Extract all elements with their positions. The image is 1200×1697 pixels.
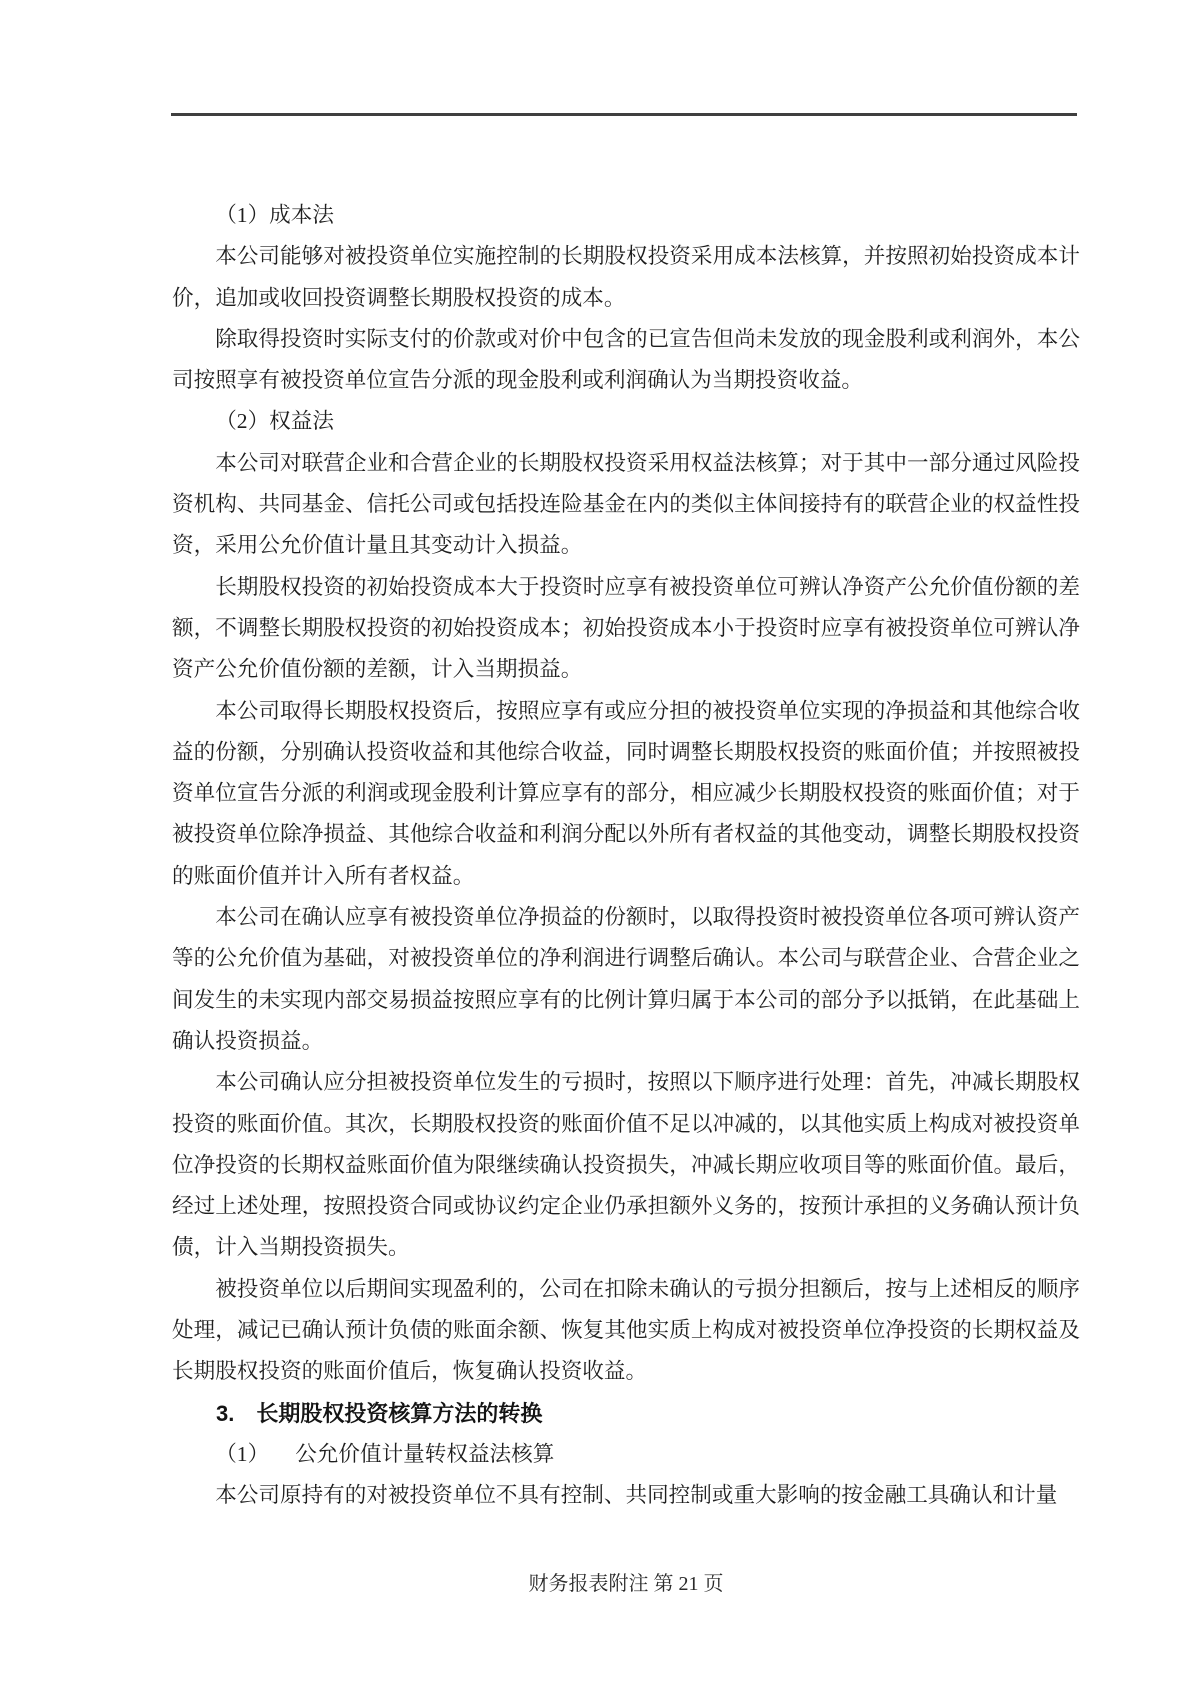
subheading-fv-to-equity	[172, 1434, 1080, 1475]
subheading-title: 公允价值计量转权益法核算	[295, 1441, 555, 1466]
document-body	[172, 195, 1080, 1517]
paragraph-cost-method-1: 本公司能够对被投资单位实施控制的长期股权投资采用成本法核算，并按照初始投资成本计价，追加或收回投资调整长期股权投资的成本。	[172, 244, 1080, 310]
paragraph-equity-method-4: 本公司在确认应享有被投资单位净损益的份额时，以取得投资时被投资单位各项可辨认资产等的公允价值为基础，对被投资单位的净利润进行调整后确认。本公司与联营企业、合营企业之间发生的未实现内部交易损益按照应享有的比例计算归属于本公司的部分予以抵销，在此基础上确认投资损益。	[172, 905, 1080, 1053]
page-footer: 财务报表附注 第 21 页	[528, 1573, 724, 1595]
paragraph-equity-method-2: 长期股权投资的初始投资成本大于投资时应享有被投资单位可辨认净资产公允价值份额的差额，不调整长期股权投资的初始投资成本；初始投资成本小于投资时应享有被投资单位可辨认净资产公允价值份额的差额，计入当期损益。	[172, 574, 1080, 682]
subheading-cost-method: （1）成本法	[215, 203, 334, 227]
paragraph-fv-to-equity-1: 本公司原持有的对被投资单位不具有控制、共同控制或重大影响的按金融工具确认和计量	[215, 1483, 1058, 1508]
subheading-number: （1）	[215, 1441, 270, 1466]
paragraph-equity-method-5: 本公司确认应分担被投资单位发生的亏损时，按照以下顺序进行处理：首先，冲减长期股权投资的账面价值。其次，长期股权投资的账面价值不足以冲减的，以其他实质上构成对被投资单位净投资的长期权益账面价值为限继续确认投资损失，冲减长期应收项目等的账面价值。最后，经过上述处理，按照投资合同或协议约定企业仍承担额外义务的，按预计承担的义务确认预计负债，计入当期投资损失。	[172, 1070, 1080, 1260]
section-heading-method-transition	[172, 1393, 1080, 1434]
paragraph-cost-method-2: 除取得投资时实际支付的价款或对价中包含的已宣告但尚未发放的现金股利或利润外，本公司按照享有被投资单位宣告分派的现金股利或利润确认为当期投资收益。	[172, 326, 1080, 393]
paragraph-equity-method-1: 本公司对联营企业和合营企业的长期股权投资采用权益法核算；对于其中一部分通过风险投资机构、共同基金、信托公司或包括投连险基金在内的类似主体间接持有的联营企业的权益性投资，采用公允价值计量且其变动计入损益。	[172, 450, 1080, 558]
section-title: 长期股权投资核算方法的转换	[256, 1400, 543, 1426]
subheading-equity-method: （2）权益法	[215, 409, 334, 434]
header-divider	[171, 113, 1077, 116]
paragraph-equity-method-6: 被投资单位以后期间实现盈利的，公司在扣除未确认的亏损分担额后，按与上述相反的顺序处理，减记已确认预计负债的账面余额、恢复其他实质上构成对被投资单位净投资的长期权益及长期股权投资的账面价值后，恢复确认投资收益。	[172, 1276, 1080, 1384]
section-number: 3.	[216, 1400, 235, 1426]
paragraph-equity-method-3: 本公司取得长期股权投资后，按照应享有或应分担的被投资单位实现的净损益和其他综合收益的份额，分别确认投资收益和其他综合收益，同时调整长期股权投资的账面价值；并按照被投资单位宣告分派的利润或现金股利计算应享有的部分，相应减少长期股权投资的账面价值；对于被投资单位除净损益、其他综合收益和利润分配以外所有者权益的其他变动，调整长期股权投资的账面价值并计入所有者权益。	[172, 698, 1080, 888]
